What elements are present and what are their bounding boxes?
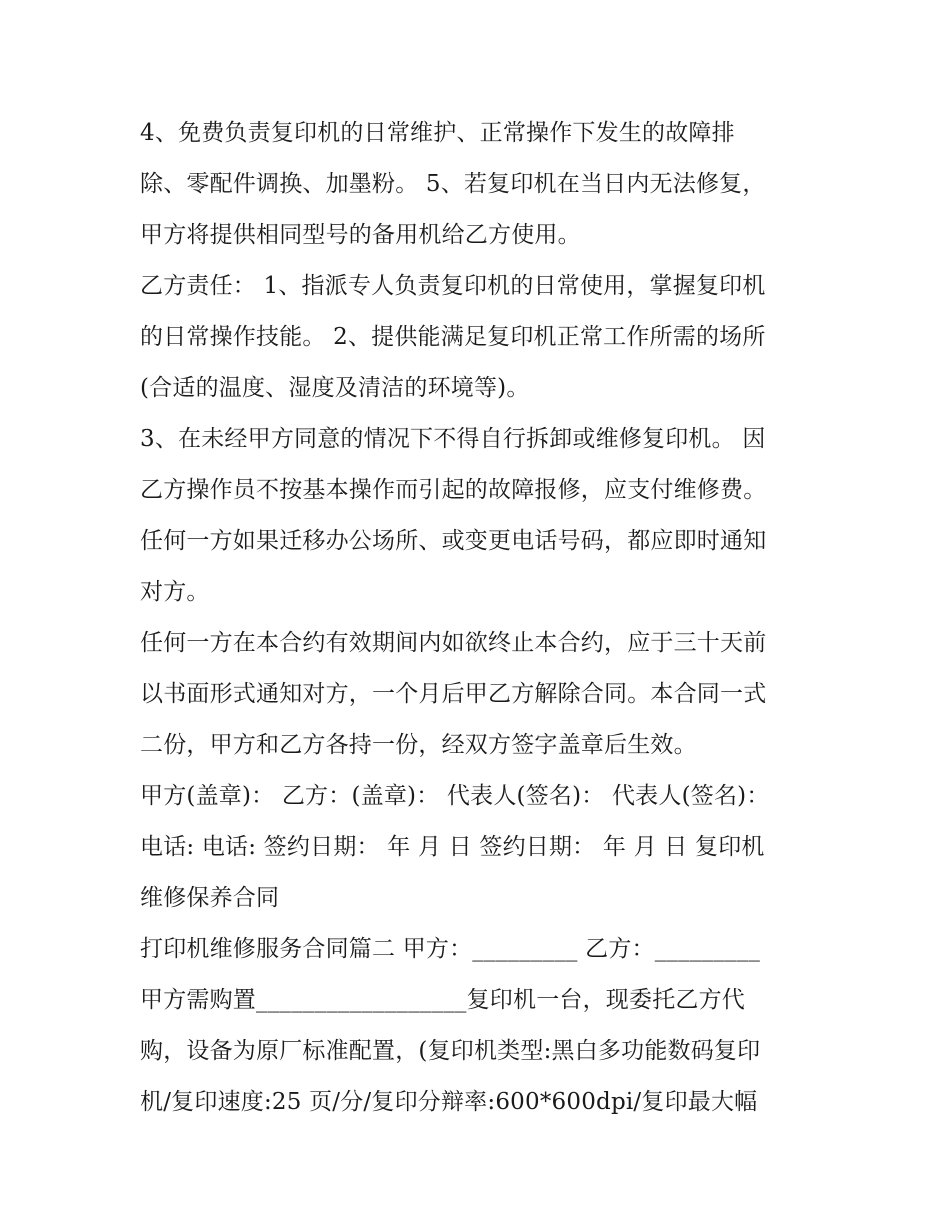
text-line: 乙方责任： 1、指派专人负责复印机的日常使用，掌握复印机: [140, 273, 766, 299]
text-line: 购，设备为原厂标准配置，(复印机类型:黑白多功能数码复印: [140, 1038, 761, 1064]
text-line: 维修保养合同: [140, 885, 280, 911]
text-line: 乙方操作员不按基本操作而引起的故障报修，应支付维修费。: [140, 477, 767, 503]
text-line: 甲方需购置__________________复印机一台，现委托乙方代: [140, 987, 745, 1013]
text-line: 对方。: [140, 579, 210, 605]
text-line: 以书面形式通知对方，一个月后甲乙方解除合同。本合同一式: [140, 681, 767, 707]
text-line: 打印机维修服务合同篇二 甲方：_________ 乙方：_________: [140, 936, 761, 962]
text-line: 任何一方在本合约有效期间内如欲终止本合约，应于三十天前: [140, 630, 767, 656]
text-line: 除、零配件调换、加墨粉。 5、若复印机在当日内无法修复，: [140, 171, 766, 197]
text-line: (合适的温度、湿度及清洁的环境等)。: [140, 375, 530, 401]
text-line: 二份，甲方和乙方各持一份，经双方签字盖章后生效。: [140, 732, 697, 758]
text-line: 甲方(盖章)： 乙方：(盖章)： 代表人(签名)： 代表人(签名)：: [140, 783, 770, 809]
document-body: [140, 108, 830, 1128]
text-line: 3、在未经甲方同意的情况下不得自行拆卸或维修复印机。 因: [140, 426, 766, 452]
text-line: 的日常操作技能。 2、提供能满足复印机正常工作所需的场所: [140, 324, 766, 350]
text-line: 电话: 电话: 签约日期： 年 月 日 签约日期： 年 月 日 复印机: [140, 834, 765, 860]
text-line: 机/复印速度:25 页/分/复印分辩率:600*600dpi/复印最大幅: [140, 1089, 758, 1115]
text-line: 4、免费负责复印机的日常维护、正常操作下发生的故障排: [140, 120, 735, 146]
text-line: 任何一方如果迁移办公场所、或变更电话号码，都应即时通知: [140, 528, 767, 554]
text-line: 甲方将提供相同型号的备用机给乙方使用。: [140, 222, 581, 248]
